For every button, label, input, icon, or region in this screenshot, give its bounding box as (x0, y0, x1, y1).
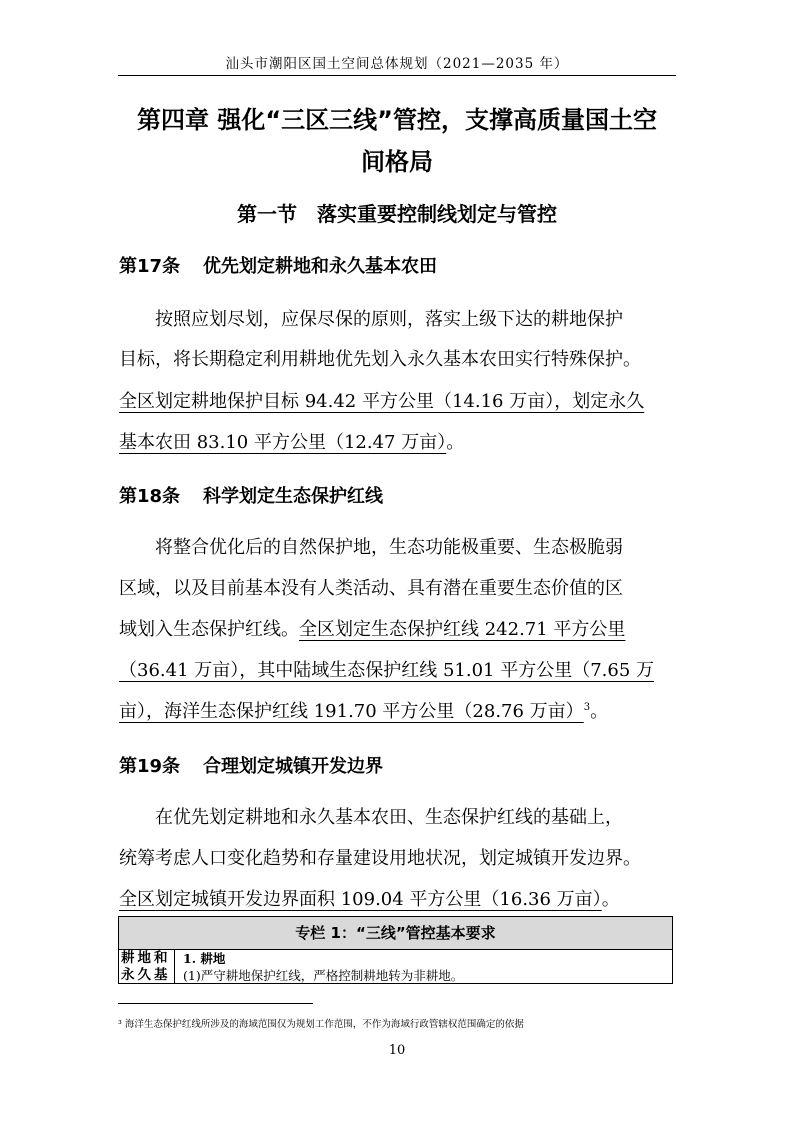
underlined-text: 全区划定城镇开发边界面积 109.04 平方公里（16.36 万亩） (119, 889, 602, 910)
para-line: 目标，将长期稳定利用耕地优先划入永久基本农田实行特殊保护。 (119, 349, 641, 370)
article-title: 合理划定城镇开发边界 (203, 756, 383, 777)
box-title: 专栏 1：“三线”管控基本要求 (119, 917, 672, 950)
footnote-rule (118, 1003, 313, 1004)
article-number: 第19条 (119, 756, 181, 777)
para-line: 统筹考虑人口变化趋势和存量建设用地状况，划定城镇开发边界。 (119, 848, 641, 869)
box-item-title: 1. 耕地 (183, 951, 226, 966)
box-row-content (175, 950, 463, 984)
para-line: 将整合优化后的自然保护地，生态功能极重要、生态极脆弱 (119, 537, 623, 558)
article-18-heading (119, 482, 383, 508)
running-header: 汕头市潮阳区国土空间总体规划（2021—2035 年） (225, 56, 569, 72)
underlined-text: （36.41 万亩），其中陆域生态保护红线 51.01 平方公里（7.65 万 (119, 660, 655, 681)
para-line (119, 387, 675, 413)
underlined-text: 基本农田 83.10 平方公里（12.47 万亩） (119, 432, 447, 453)
para-line: 区域，以及目前基本没有人类活动、具有潜在重要生态价值的区 (119, 578, 623, 599)
footnote: ³ 海洋生态保护红线所涉及的海域范围仅为规划工作范围，不作为海域行政管辖权范围确定的依据 (118, 1019, 524, 1030)
underlined-text: 亩），海洋生态保护红线 191.70 平方公里（28.76 万亩） (119, 701, 584, 722)
underlined-text: 全区划定生态保护红线 242.71 平方公里 (299, 619, 626, 640)
para-line: 亩），海洋生态保护红线 191.70 平方公里（28.76 万亩）$^3$。 (119, 701, 609, 722)
box-row (119, 950, 672, 984)
box-row-label: 耕地和 永久基 (119, 950, 175, 984)
para-line: 在优先划定耕地和永久基本农田、生态保护红线的基础上， (119, 807, 623, 828)
article-title: 优先划定耕地和永久基本农田 (203, 256, 437, 277)
article-17-heading (119, 252, 437, 278)
chapter-title-line2: 间格局 (361, 148, 433, 176)
para-line: 基本农田 83.10 平方公里（12.47 万亩）。 (119, 432, 465, 453)
chapter-title-line1: 第四章 强化“三区三线”管控，支撑高质量国土空 (137, 106, 657, 134)
box-item-text: (1)严守耕地保护红线，严格控制耕地转为非耕地。 (183, 968, 464, 983)
para-line (119, 656, 675, 682)
underlined-text: 全区划定耕地保护目标 94.42 平方公里（14.16 万亩），划定永久 (119, 391, 645, 412)
column-box (118, 916, 673, 984)
section-title: 第一节 落实重要控制线划定与管控 (237, 202, 557, 226)
article-title: 科学划定生态保护红线 (203, 486, 383, 507)
para-line: 按照应划尽划，应保尽保的原则，落实上级下达的耕地保护 (119, 309, 623, 330)
para-line: 域划入生态保护红线。全区划定生态保护红线 242.71 平方公里 (119, 619, 626, 640)
article-number: 第18条 (119, 486, 181, 507)
article-19-heading (119, 752, 383, 778)
header-rule (118, 75, 676, 76)
footnote-ref: 3 (583, 702, 591, 713)
page-number: 10 (388, 1043, 406, 1058)
para-line: 全区划定城镇开发边界面积 109.04 平方公里（16.36 万亩）。 (119, 889, 620, 910)
article-number: 第17条 (119, 256, 181, 277)
